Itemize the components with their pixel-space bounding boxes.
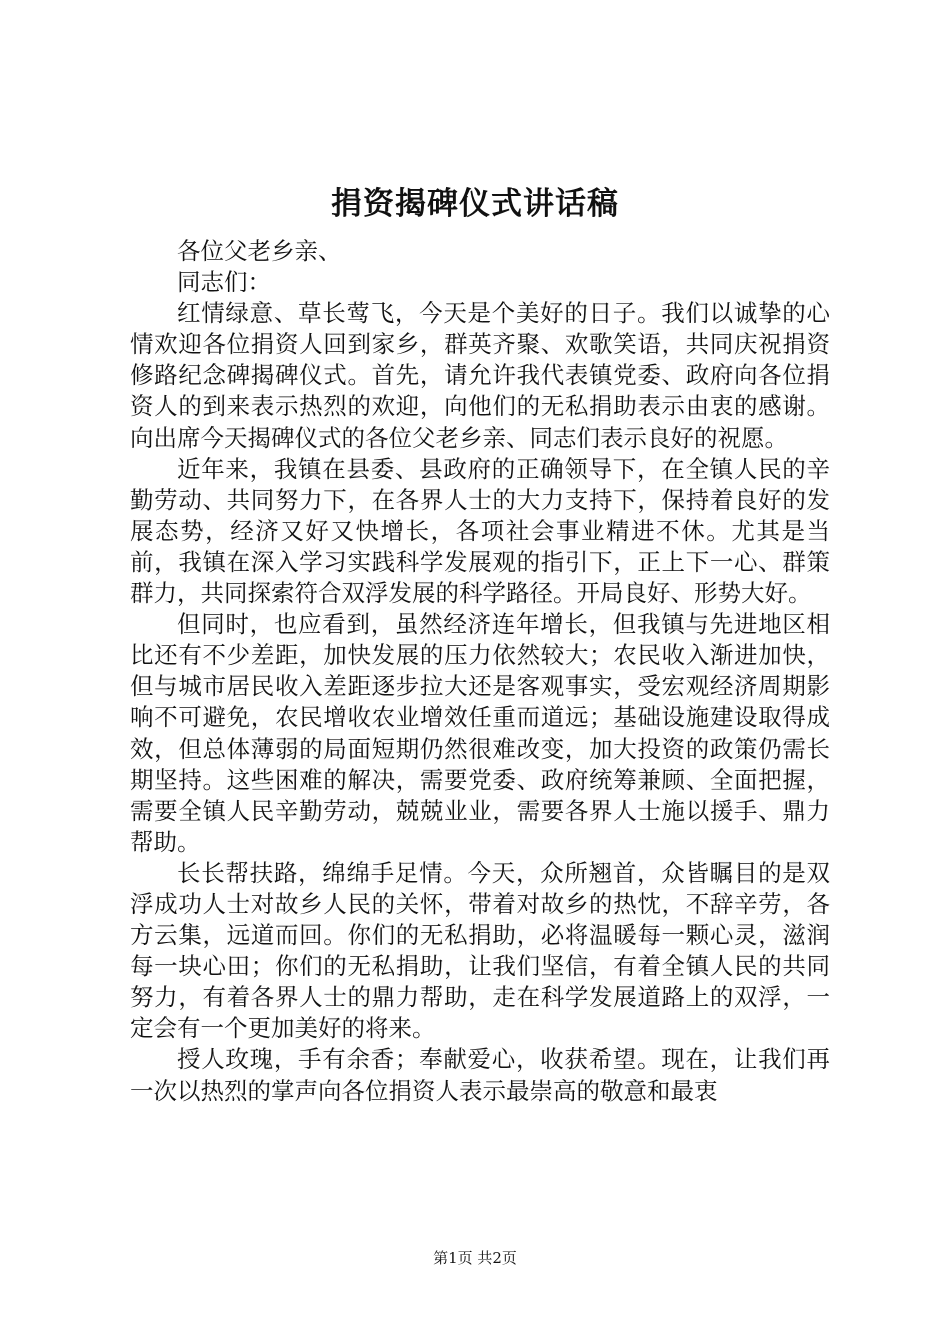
body-paragraph: 授人玫瑰，手有余香；奉献爱心，收获希望。现在，让我们再一次以热烈的掌声向各位捐资人表示最崇高的敬意和最衷 xyxy=(130,1045,830,1105)
body-paragraph: 红情绿意、草长莺飞，今天是个美好的日子。我们以诚挚的心情欢迎各位捐资人回到家乡，群英齐聚、欢歌笑语，共同庆祝捐资修路纪念碑揭碑仪式。首先，请允许我代表镇党委、政府向各位捐资人的到来表示热烈的欢迎，向他们的无私捐助表示由衷的感谢。向出席今天揭碑仪式的各位父老乡亲、同志们表示良好的祝愿。 xyxy=(130,299,830,452)
document-body xyxy=(130,236,830,1107)
salutation-line: 各位父老乡亲、 xyxy=(177,237,342,265)
body-paragraph: 近年来，我镇在县委、县政府的正确领导下，在全镇人民的辛勤劳动、共同努力下，在各界人士的大力支持下，保持着良好的发展态势，经济又好又快增长，各项社会事业精进不休。尤其是当前，我镇在深入学习实践科学发展观的指引下，正上下一心、群策群力，共同探索符合双浮发展的科学路径。开局良好、形势大好。 xyxy=(130,454,830,608)
body-paragraph: 长长帮扶路，绵绵手足情。今天，众所翘首，众皆瞩目的是双浮成功人士对故乡人民的关怀，带着对故乡的热忱，不辞辛劳，各方云集，远道而回。你们的无私捐助，必将温暖每一颗心灵，滋润每一块心田；你们的无私捐助，让我们坚信，有着全镇人民的共同努力，有着各界人士的鼎力帮助，走在科学发展道路上的双浮，一定会有一个更加美好的将来。 xyxy=(130,858,830,1043)
salutation-line: 同志们： xyxy=(177,268,271,297)
body-paragraph: 但同时，也应看到，虽然经济连年增长，但我镇与先进地区相比还有不少差距，加快发展的压力依然较大；农民收入渐进加快，但与城市居民收入差距逐步拉大还是客观事实，受宏观经济周期影响不可避免，农民增收农业增效任重而道远；基础设施建设取得成效，但总体薄弱的局面短期仍然很难改变，加大投资的政策仍需长期坚持。这些困难的解决，需要党委、政府统筹兼顾、全面把握，需要全镇人民辛勤劳动，兢兢业业，需要各界人士施以援手、鼎力帮助。 xyxy=(130,610,830,856)
page-number-footer: 第1页 共2页 xyxy=(433,1249,517,1267)
page-title: 捐资揭碑仪式讲话稿 xyxy=(331,186,619,222)
